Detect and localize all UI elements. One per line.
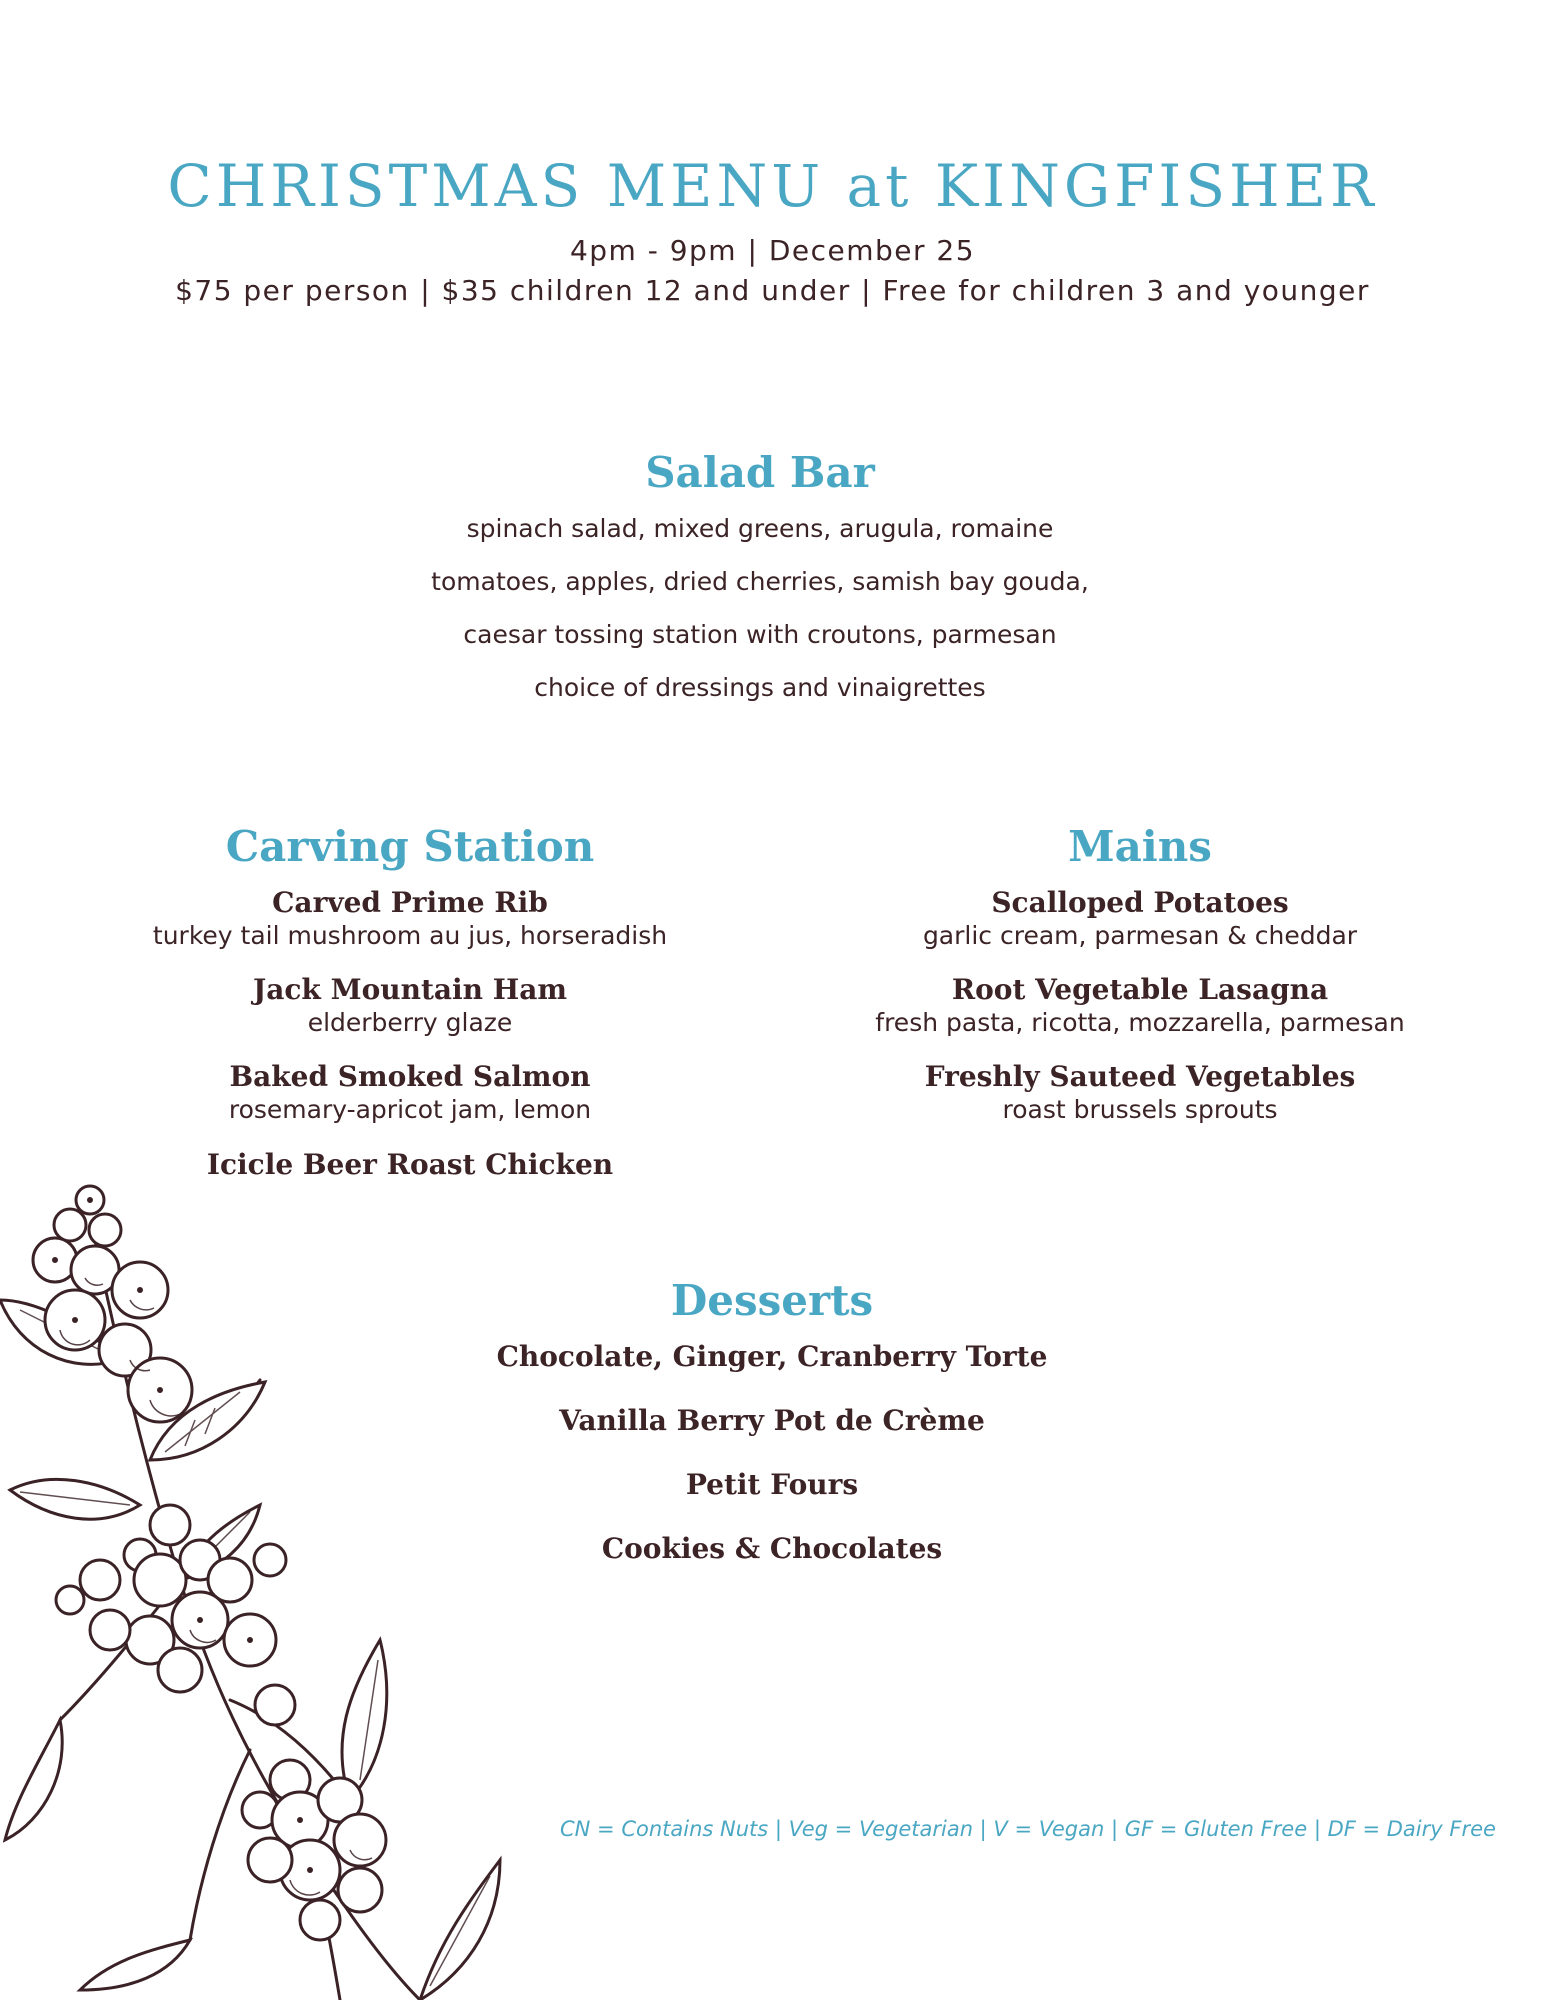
dessert-item: Cookies & Chocolates (601, 1532, 943, 1565)
carving-dish-name: Baked Smoked Salmon (229, 1060, 591, 1093)
salad-bar-line: tomatoes, apples, dried cherries, samish bay gouda, (431, 567, 1089, 596)
carving-dish-name: Carved Prime Rib (272, 886, 548, 919)
mains-dish-name: Scalloped Potatoes (991, 886, 1289, 919)
dessert-item: Chocolate, Ginger, Cranberry Torte (496, 1340, 1048, 1373)
carving-dish-desc: rosemary-apricot jam, lemon (228, 1095, 592, 1124)
carving-station-title: Carving Station (225, 822, 595, 871)
mains-dish-desc: garlic cream, parmesan & cheddar (922, 921, 1358, 950)
salad-bar-line: spinach salad, mixed greens, arugula, romaine (466, 514, 1054, 543)
mains-dish-name: Freshly Sauteed Vegetables (924, 1060, 1356, 1093)
carving-dish-desc: elderberry glaze (307, 1008, 513, 1037)
mains-title: Mains (1068, 822, 1212, 871)
mains-dish-desc: roast brussels sprouts (1002, 1095, 1278, 1124)
salad-bar-title: Salad Bar (645, 448, 875, 497)
salad-bar-line: caesar tossing station with croutons, parmesan (463, 620, 1057, 649)
berry-branch-icon (0, 1160, 520, 2000)
dietary-legend: CN = Contains Nuts | Veg = Vegetarian | V = Vegan | GF = Gluten Free | DF = Dairy Free (560, 1817, 1496, 1841)
carving-dish-name: Icicle Beer Roast Chicken (206, 1148, 614, 1181)
menu-hours: 4pm - 9pm | December 25 (569, 234, 976, 267)
menu-pricing: $75 per person | $35 children 12 and under | Free for children 3 and younger (175, 274, 1370, 307)
mains-dish-name: Root Vegetable Lasagna (951, 973, 1329, 1006)
dessert-item: Petit Fours (685, 1468, 859, 1501)
salad-bar-line: choice of dressings and vinaigrettes (534, 673, 986, 702)
mains-dish-desc: fresh pasta, ricotta, mozzarella, parmesan (875, 1008, 1405, 1037)
carving-dish-name: Jack Mountain Ham (252, 973, 567, 1006)
desserts-title: Desserts (670, 1276, 874, 1325)
carving-dish-desc: turkey tail mushroom au jus, horseradish (152, 921, 668, 950)
menu-title: CHRISTMAS MENU at KINGFISHER (167, 152, 1378, 220)
dessert-item: Vanilla Berry Pot de Crème (559, 1404, 985, 1437)
